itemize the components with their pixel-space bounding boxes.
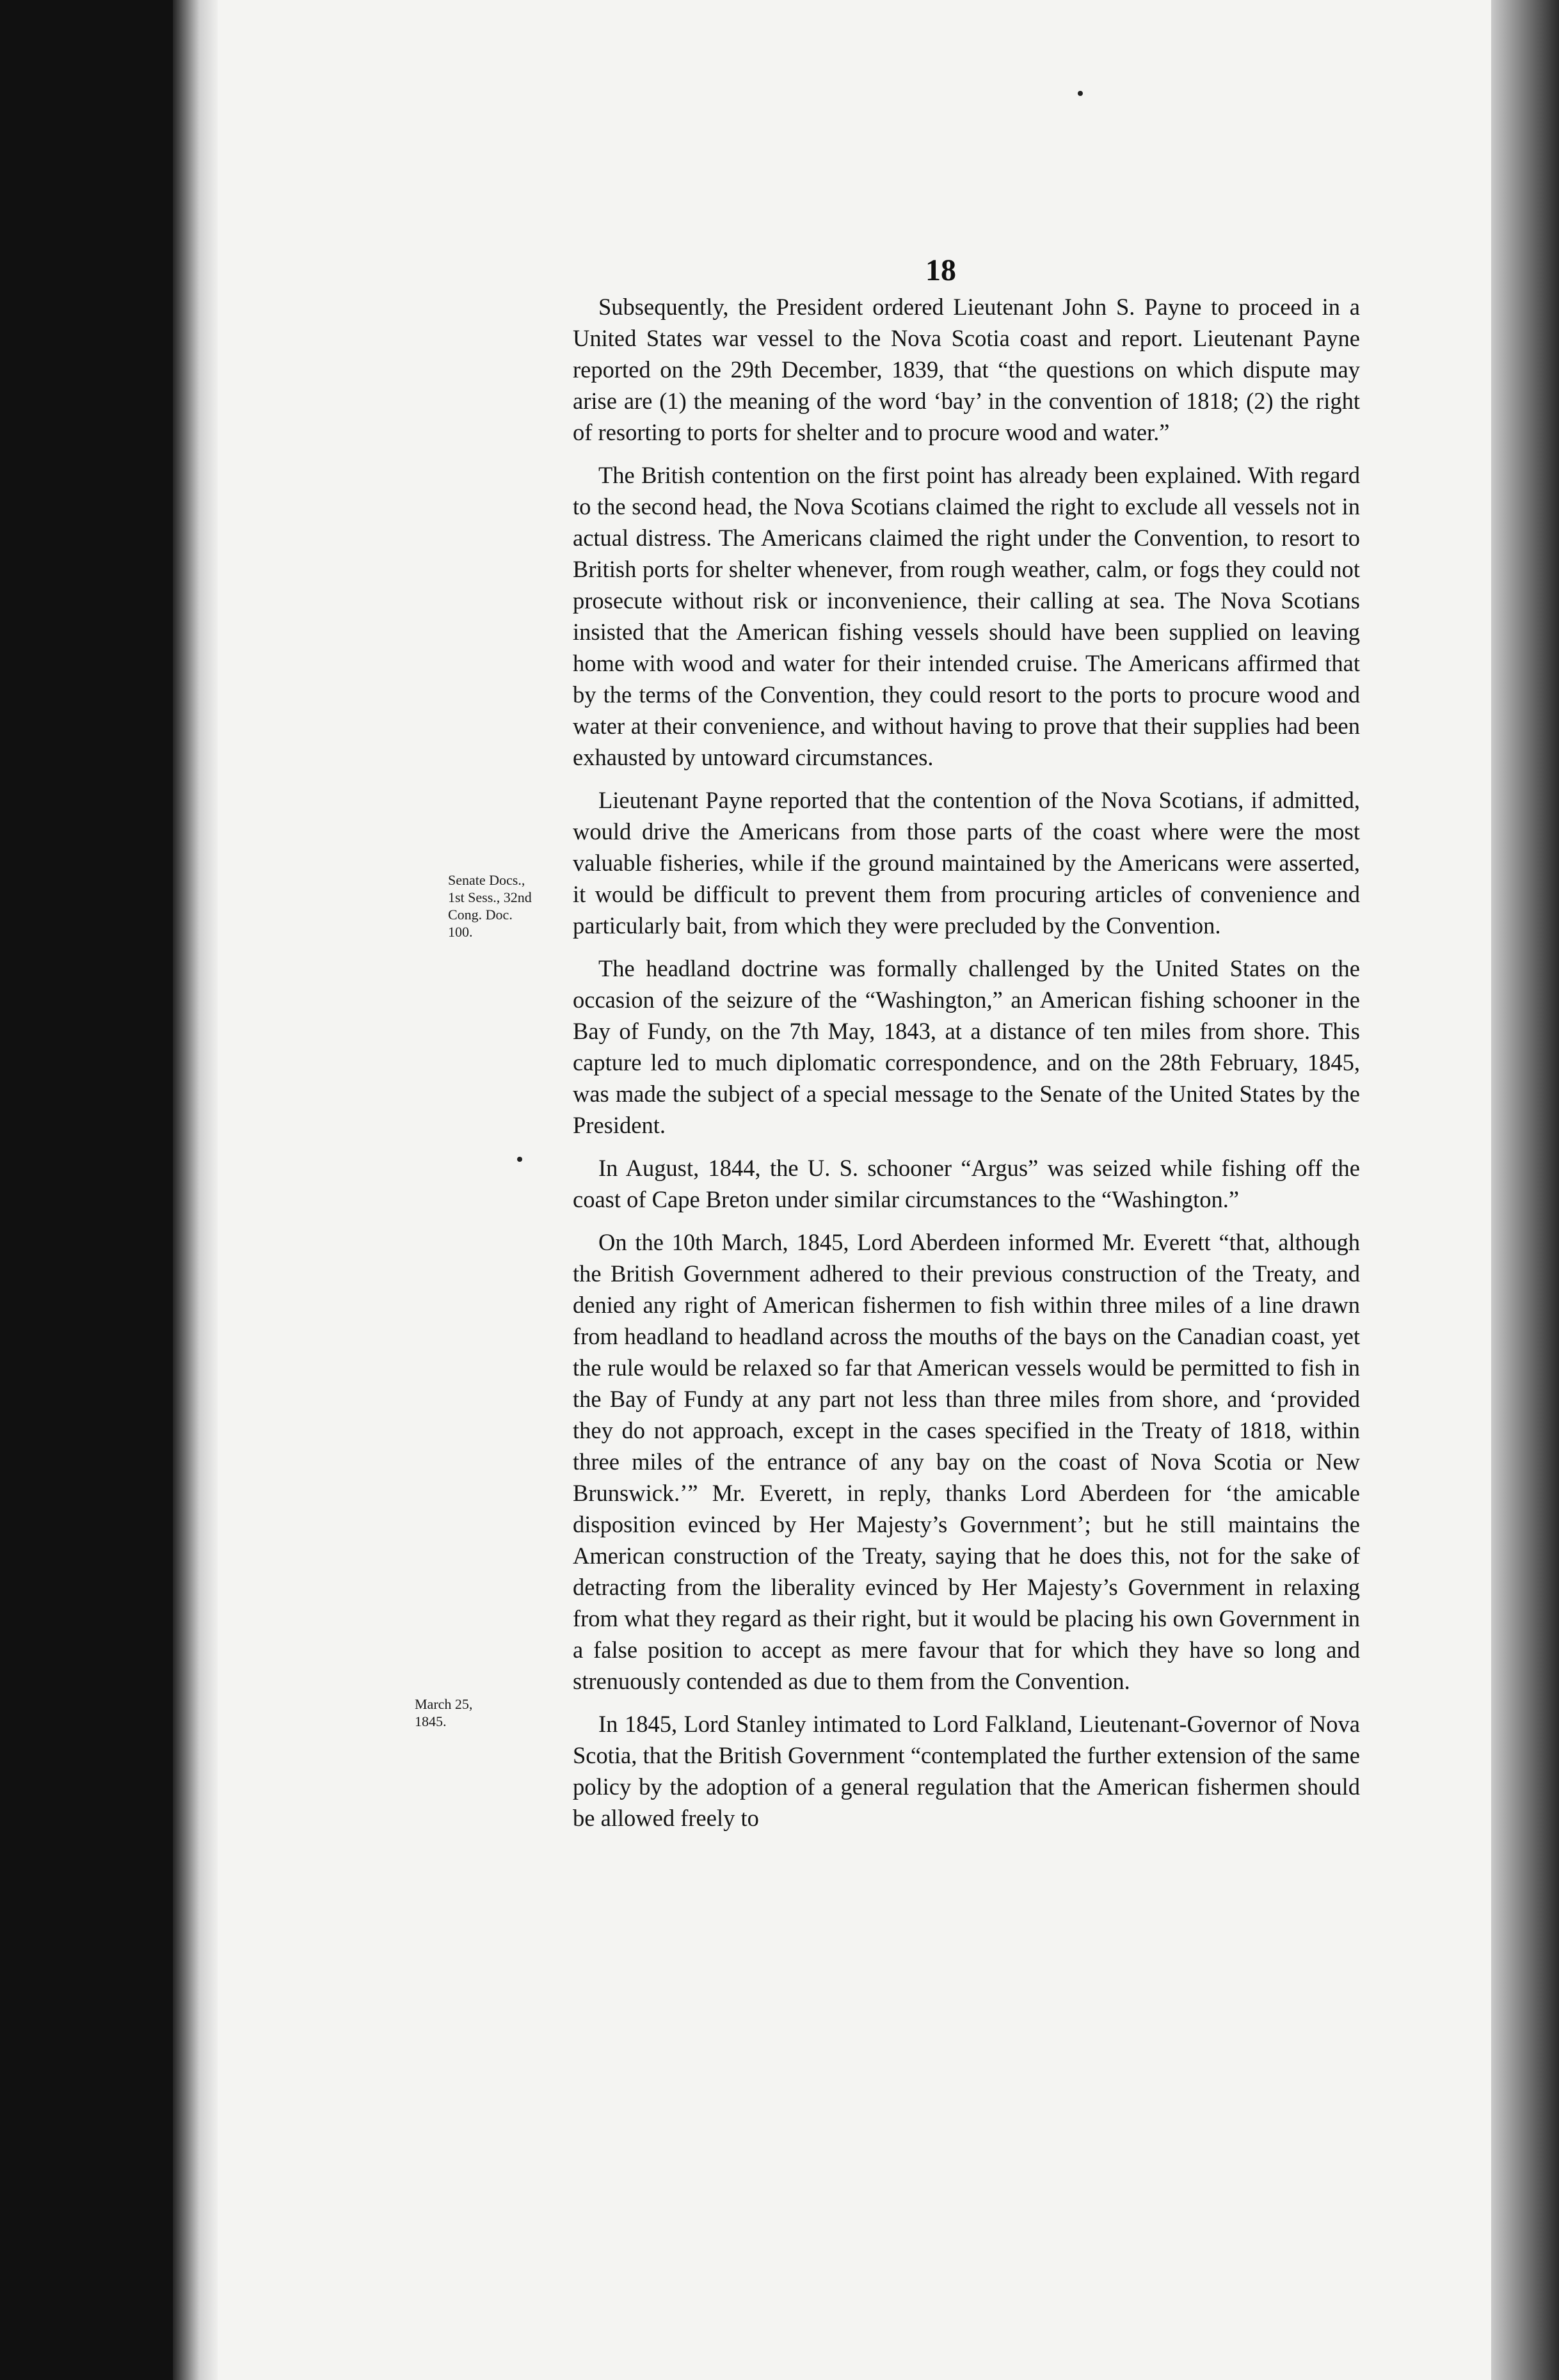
paragraph: In 1845, Lord Stanley intimated to Lord Falkland, Lieutenant-Governor of Nova Scotia, that the British Government “contemplated the further extension of the same policy by the adoption of a general regulation that the American fishermen should be allowed freely to	[573, 1711, 1360, 1831]
body-text	[573, 291, 1360, 1845]
ink-spot	[1078, 91, 1083, 96]
ink-spot	[517, 1157, 522, 1162]
paragraph: The headland doctrine was formally challenged by the United States on the occasion of the seizure of the “Washington,” an American fishing schooner in the Bay of Fundy, on the 7th May, 1843, at a distance of ten miles from shore. This capture led to much diplomatic correspondence, and on the 28th February, 1845, was made the subject of a special message to the Senate of the United States by the President.	[573, 955, 1360, 1138]
book-binding-left	[173, 0, 218, 2380]
paragraph: The British contention on the first point has already been explained. With regard to the second head, the Nova Scotians claimed the right to exclude all vessels not in actual distress. The Americans claimed the right under the Convention, to resort to British ports for shelter whenever, from rough weather, calm, or fogs they could not prosecute without risk or inconvenience, their calling at sea. The Nova Scotians insisted that the American fishing vessels should have been supplied on leaving home with wood and water for their intended cruise. The Americans affirmed that by the terms of the Convention, they could resort to the ports to procure wood and water at their convenience, and without having to prove that their supplies had been exhausted by untoward circumstances.	[573, 462, 1360, 770]
margin-note: Senate Docs., 1st Sess., 32nd Cong. Doc. 100.	[448, 872, 532, 940]
paragraph: Lieutenant Payne reported that the contention of the Nova Scotians, if admitted, would drive the Americans from those parts of the coast where were the most valuable fisheries, while if the ground maintained by the Americans were asserted, it would be difficult to prevent them from procuring articles of convenience and particularly bait, from which they were precluded by the Convention.	[573, 787, 1360, 939]
book-binding-right	[1491, 0, 1559, 2380]
paragraph: Subsequently, the President ordered Lieutenant John S. Payne to proceed in a United States war vessel to the Nova Scotia coast and report. Lieutenant Payne reported on the 29th December, 1839, that “the questions on which dispute may arise are (1) the meaning of the word ‘bay’ in the convention of 1818; (2) the right of resorting to ports for shelter and to procure wood and water.”	[573, 294, 1360, 445]
paragraph: In August, 1844, the U. S. schooner “Argus” was seized while fishing off the coast of Cape Breton under similar circumstances to the “Washington.”	[573, 1155, 1360, 1212]
paragraph: On the 10th March, 1845, Lord Aberdeen informed Mr. Everett “that, although the British Government adhered to their previous construction of the Treaty, and denied any right of American fishermen to fish within three miles of a line drawn from headland to headland across the mouths of the bays on the Canadian coast, yet the rule would be relaxed so far that American vessels would be permitted to fish in the Bay of Fundy at any part not less than three miles from shore, and ‘provided they do not approach, except in the cases specified in the Treaty of 1818, within three miles of the entrance of any bay on the coast of Nova Scotia or New Brunswick.’” Mr. Everett, in reply, thanks Lord Aberdeen for ‘the amicable disposition evinced by Her Majesty’s Government’; but he still maintains the American construction of the Treaty, saying that he does this, not for the sake of detracting from the liberality evinced by Her Majesty’s Government in relaxing from what they regard as their right, but it would be placing his own Government in a false position to accept as mere favour that for which they have so long and strenuously contended as due to them from the Convention.	[573, 1229, 1360, 1694]
margin-note: March 25, 1845.	[415, 1696, 473, 1729]
page-number: 18	[925, 253, 956, 287]
